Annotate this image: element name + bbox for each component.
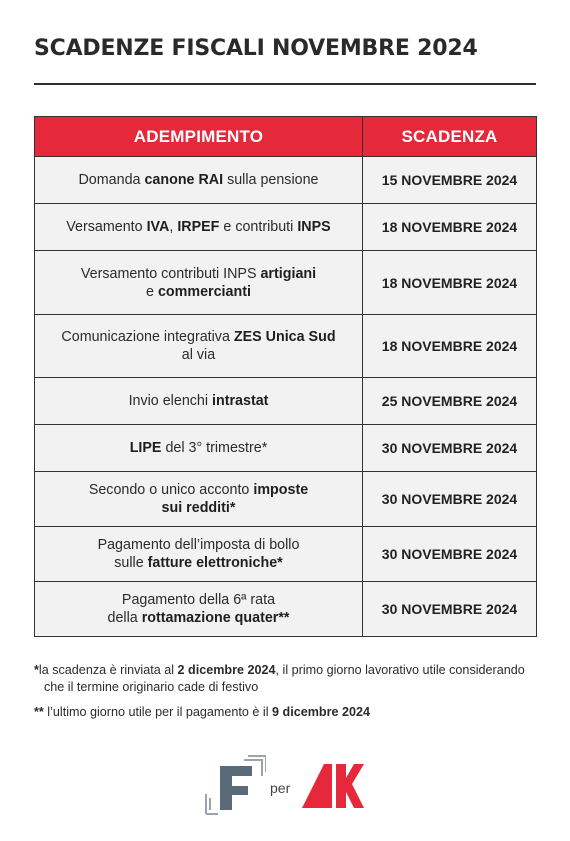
task-cell: LIPE del 3° trimestre*: [35, 425, 363, 472]
footer-logos: [0, 750, 570, 820]
title-divider: [34, 83, 536, 85]
table-row: [35, 157, 537, 204]
f-logo-icon: [204, 754, 266, 818]
deadline-cell: 30 NOVEMBRE 2024: [363, 472, 537, 527]
per-label: per: [270, 780, 291, 796]
task-cell: Domanda canone RAI sulla pensione: [35, 157, 363, 204]
table-row: [35, 378, 537, 425]
task-cell: Versamento contributi INPS artigiani e commercianti: [35, 251, 363, 315]
table-row: [35, 582, 537, 637]
task-cell: Pagamento della 6ª rata della rottamazione quater**: [35, 582, 363, 637]
table-row: [35, 204, 537, 251]
deadline-cell: 25 NOVEMBRE 2024: [363, 378, 537, 425]
task-cell: Invio elenchi intrastat: [35, 378, 363, 425]
table-row: [35, 472, 537, 527]
task-cell: Pagamento dell’imposta di bollo sulle fatture elettroniche*: [35, 527, 363, 582]
deadline-cell: 30 NOVEMBRE 2024: [363, 582, 537, 637]
footnote-2: ** l’ultimo giorno utile per il pagamento è il 9 dicembre 2024: [34, 705, 371, 719]
footnote-1: *la scadenza è rinviata al 2 dicembre 2024, il primo giorno lavorativo utile considerando che il termine originario cade di festivo: [34, 663, 525, 694]
task-cell: Secondo o unico acconto imposte sui redditi*: [35, 472, 363, 527]
table-row: [35, 527, 537, 582]
task-cell: Versamento IVA, IRPEF e contributi INPS: [35, 204, 363, 251]
ak-logo-icon: [302, 764, 364, 808]
deadlines-table: [34, 116, 537, 637]
deadline-cell: 18 NOVEMBRE 2024: [363, 204, 537, 251]
column-header-deadline: SCADENZA: [363, 117, 537, 157]
page-title: SCADENZE FISCALI NOVEMBRE 2024: [34, 36, 478, 61]
deadline-cell: 18 NOVEMBRE 2024: [363, 315, 537, 378]
deadline-cell: 15 NOVEMBRE 2024: [363, 157, 537, 204]
deadline-cell: 30 NOVEMBRE 2024: [363, 425, 537, 472]
column-header-task: ADEMPIMENTO: [35, 117, 363, 157]
deadline-cell: 30 NOVEMBRE 2024: [363, 527, 537, 582]
deadline-cell: 18 NOVEMBRE 2024: [363, 251, 537, 315]
table-row: [35, 251, 537, 315]
footnotes: [34, 662, 544, 721]
table-row: [35, 315, 537, 378]
task-cell: Comunicazione integrativa ZES Unica Sud al via: [35, 315, 363, 378]
table-row: [35, 425, 537, 472]
table-header-row: [35, 117, 537, 157]
